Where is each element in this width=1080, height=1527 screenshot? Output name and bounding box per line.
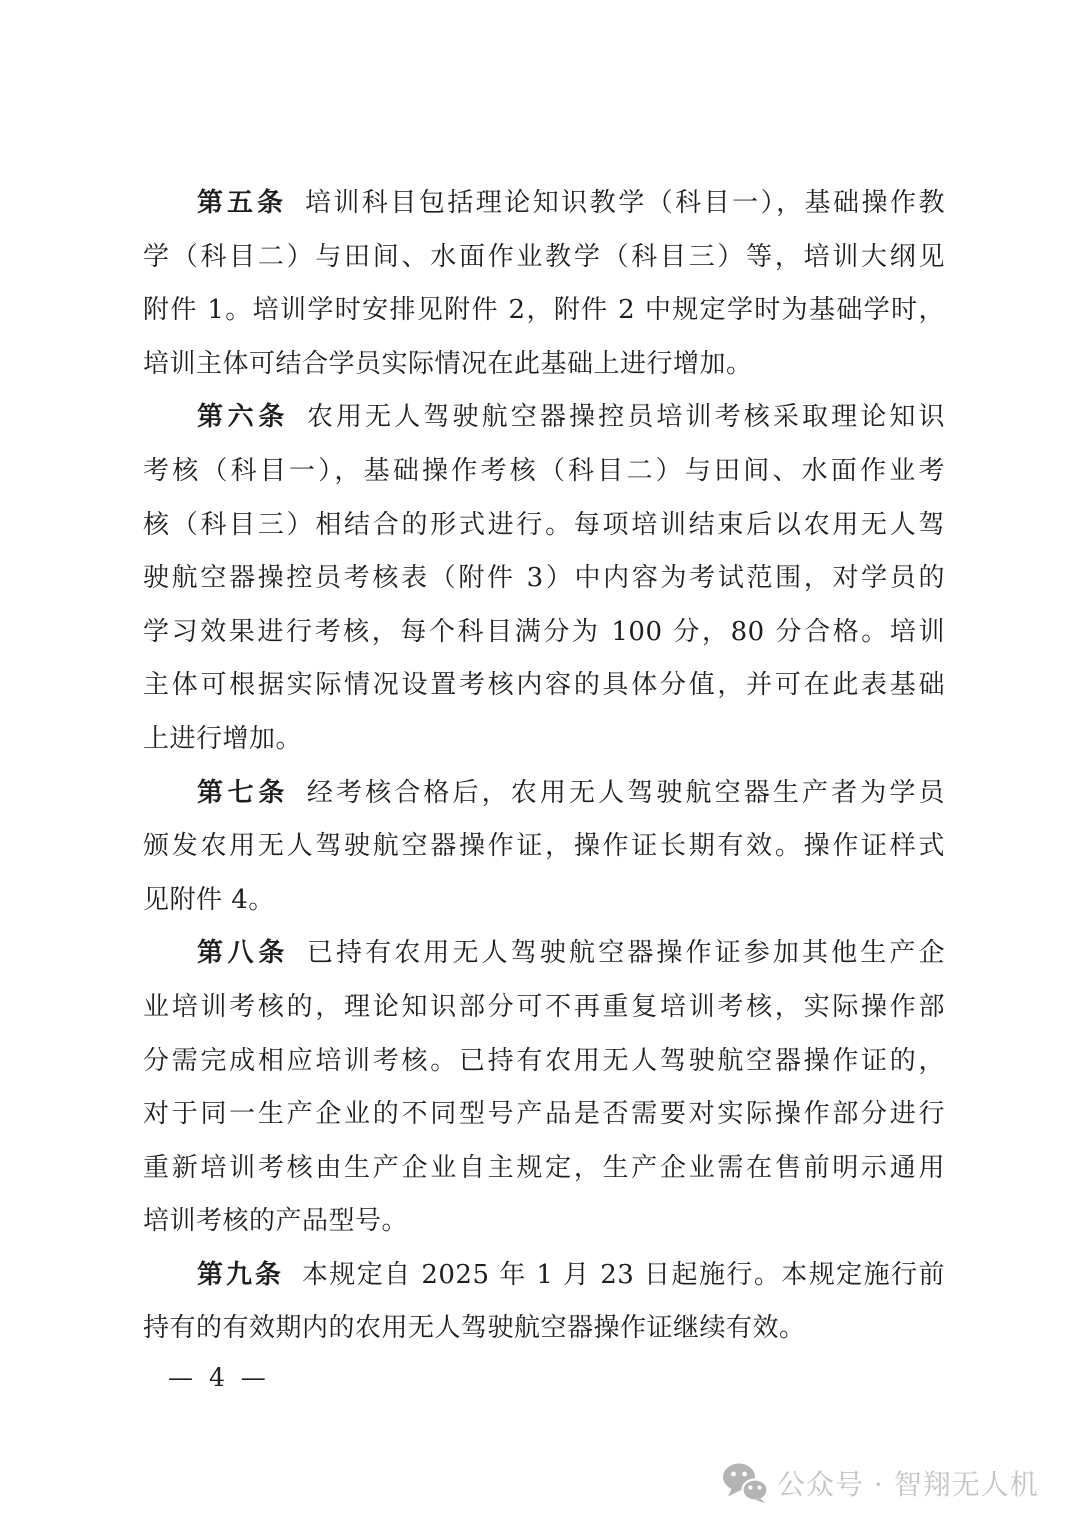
text-line: 学（科目二）与田间、水面作业教学（科目三）等，培训大纲见	[143, 241, 945, 272]
text-line: 持有的有效期内的农用无人驾驶航空器操作证继续有效。	[143, 1313, 806, 1344]
text-line: 驶航空器操控员考核表（附件 3）中内容为考试范围，对学员的	[143, 563, 945, 594]
article-heading: 第九条	[197, 1259, 284, 1290]
text-line: 附件 1。培训学时安排见附件 2，附件 2 中规定学时为基础学时，	[143, 295, 945, 326]
article-heading: 第六条	[197, 402, 289, 433]
text-line: 培训考核的产品型号。	[143, 1206, 409, 1237]
text-line: 上进行增加。	[143, 723, 303, 754]
text-line: 颁发农用无人驾驶航空器操作证，操作证长期有效。操作证样式	[143, 831, 945, 862]
text-line: 见附件 4。	[143, 884, 275, 915]
watermark	[722, 1462, 1039, 1504]
text-line: 第八条 已持有农用无人驾驶航空器操作证参加其他生产企	[197, 938, 945, 969]
watermark-text: 公众号 · 智翔无人机	[777, 1468, 1039, 1501]
article-heading: 第五条	[197, 188, 287, 218]
text-line: 第九条 本规定自 2025 年 1 月 23 日起施行。本规定施行前	[197, 1259, 945, 1290]
text-line: 核（科目三）相结合的形式进行。每项培训结束后以农用无人驾	[143, 509, 945, 540]
text-line: 考核（科目一），基础操作考核（科目二）与田间、水面作业考	[143, 455, 945, 486]
text-line: 对于同一生产企业的不同型号产品是否需要对实际操作部分进行	[143, 1099, 945, 1130]
wechat-icon	[722, 1463, 768, 1503]
text-line: 主体可根据实际情况设置考核内容的具体分值，并可在此表基础	[143, 670, 945, 701]
text-line: 第七条 经考核合格后，农用无人驾驶航空器生产者为学员	[197, 777, 945, 808]
page-number: — 4 —	[168, 1363, 270, 1392]
article-heading: 第八条	[197, 938, 289, 969]
text-line: 分需完成相应培训考核。已持有农用无人驾驶航空器操作证的，	[143, 1045, 945, 1076]
text-line: 业培训考核的，理论知识部分可不再重复培训考核，实际操作部	[143, 991, 945, 1022]
text-line: 学习效果进行考核，每个科目满分为 100 分，80 分合格。培训	[143, 616, 945, 647]
text-line: 培训主体可结合学员实际情况在此基础上进行增加。	[143, 348, 753, 379]
text-line: 重新培训考核由生产企业自主规定，生产企业需在售前明示通用	[143, 1152, 945, 1183]
document-body	[143, 177, 945, 1356]
article-heading: 第七条	[197, 777, 289, 808]
text-line: 第五条 培训科目包括理论知识教学（科目一），基础操作教	[197, 188, 945, 218]
text-line: 第六条 农用无人驾驶航空器操控员培训考核采取理论知识	[197, 402, 945, 433]
